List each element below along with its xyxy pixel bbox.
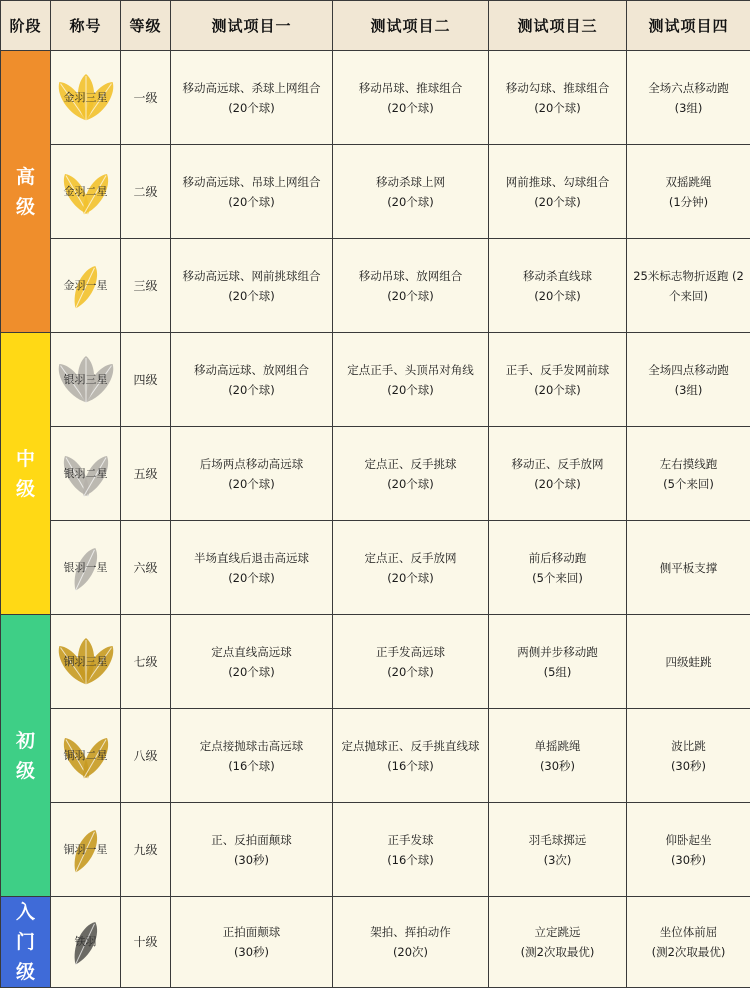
test-item-1-cell: [171, 897, 333, 988]
test-item-text: 全场四点移动跑 (3组): [644, 360, 733, 400]
stage-label: 高级: [15, 162, 37, 222]
test-item-text: 左右摸线跑 (5个来回): [656, 454, 722, 494]
title-label: 铜羽一星: [54, 840, 118, 860]
test-item-text: 25米标志物折返跑 (2个来回): [627, 266, 750, 306]
test-item-4-cell: [627, 521, 750, 615]
test-item-text: 前后移动跑 (5个来回): [525, 548, 591, 588]
title-label: 金羽一星: [54, 276, 118, 296]
title-label: 铁羽: [54, 932, 118, 952]
test-item-3-cell: [489, 521, 627, 615]
test-item-text: 定点接抛球击高远球 (16个球): [196, 736, 308, 776]
table-row: [1, 615, 750, 709]
grade-cell: 四级: [121, 333, 171, 427]
test-item-2-cell: [333, 333, 489, 427]
test-item-1-cell: [171, 709, 333, 803]
test-item-text: 移动高远球、杀球上网组合 (20个球): [179, 78, 325, 118]
test-item-text: 后场两点移动高远球 (20个球): [196, 454, 308, 494]
test-item-text: 移动高远球、网前挑球组合 (20个球): [179, 266, 325, 306]
test-item-text: 两侧并步移动跑 (5组): [513, 642, 602, 682]
title-label: 铜羽三星: [54, 652, 118, 672]
test-item-text: 定点抛球正、反手挑直线球 (16个球): [338, 736, 484, 776]
test-item-text: 移动杀球上网 (20个球): [372, 172, 449, 212]
grade-cell: 三级: [121, 239, 171, 333]
test-item-text: 移动高远球、放网组合 (20个球): [190, 360, 313, 400]
test-item-text: 四级蛙跳: [662, 652, 716, 672]
title-label: 银羽二星: [54, 464, 118, 484]
test-item-text: 正手、反手发网前球 (20个球): [502, 360, 614, 400]
title-cell: [51, 333, 121, 427]
stage-cell: [1, 615, 51, 897]
header-test-1: 测试项目一: [171, 1, 333, 51]
header-test-4: 测试项目四: [627, 1, 750, 51]
test-item-2-cell: [333, 51, 489, 145]
grade-cell: 二级: [121, 145, 171, 239]
test-item-text: 移动正、反手放网 (20个球): [508, 454, 608, 494]
test-item-text: 波比跳 (30秒): [667, 736, 710, 776]
test-item-4-cell: [627, 897, 750, 988]
test-item-text: 双摇跳绳 (1分钟): [662, 172, 716, 212]
test-item-text: 定点正、反手放网 (20个球): [361, 548, 461, 588]
test-item-1-cell: [171, 427, 333, 521]
test-item-text: 正拍面颠球 (30秒): [219, 922, 285, 962]
test-item-4-cell: [627, 709, 750, 803]
test-item-3-cell: [489, 51, 627, 145]
test-item-4-cell: [627, 427, 750, 521]
test-item-1-cell: [171, 239, 333, 333]
table-row: [1, 709, 750, 803]
test-item-text: 仰卧起坐 (30秒): [662, 830, 716, 870]
test-item-text: 架拍、挥拍动作 (20次): [366, 922, 455, 962]
table-row: [1, 51, 750, 145]
test-item-text: 移动杀直线球 (20个球): [519, 266, 596, 306]
test-item-2-cell: [333, 803, 489, 897]
test-item-text: 正手发球 (16个球): [383, 830, 438, 870]
test-item-text: 定点正手、头顶吊对角线 (20个球): [343, 360, 478, 400]
test-item-3-cell: [489, 145, 627, 239]
title-label: 银羽三星: [54, 370, 118, 390]
test-item-3-cell: [489, 333, 627, 427]
grade-cell: 五级: [121, 427, 171, 521]
test-item-2-cell: [333, 145, 489, 239]
test-item-4-cell: [627, 145, 750, 239]
test-item-text: 移动勾球、推球组合 (20个球): [502, 78, 614, 118]
test-item-1-cell: [171, 333, 333, 427]
test-item-3-cell: [489, 239, 627, 333]
title-cell: [51, 803, 121, 897]
title-cell: [51, 239, 121, 333]
title-label: 金羽三星: [54, 88, 118, 108]
test-item-2-cell: [333, 521, 489, 615]
test-item-2-cell: [333, 709, 489, 803]
test-item-2-cell: [333, 427, 489, 521]
test-item-text: 正、反拍面颠球 (30秒): [207, 830, 296, 870]
test-item-1-cell: [171, 615, 333, 709]
test-item-2-cell: [333, 615, 489, 709]
test-item-4-cell: [627, 615, 750, 709]
test-item-text: 移动吊球、推球组合 (20个球): [355, 78, 467, 118]
test-item-text: 网前推球、勾球组合 (20个球): [502, 172, 614, 212]
header-grade: 等级: [121, 1, 171, 51]
table-row: [1, 239, 750, 333]
test-item-text: 羽毛球掷远 (3次): [525, 830, 591, 870]
test-item-text: 正手发高远球 (20个球): [372, 642, 449, 682]
title-cell: [51, 427, 121, 521]
test-item-1-cell: [171, 521, 333, 615]
title-cell: [51, 897, 121, 988]
test-item-text: 定点直线高远球 (20个球): [207, 642, 296, 682]
header-title: 称号: [51, 1, 121, 51]
test-item-1-cell: [171, 145, 333, 239]
test-item-text: 定点正、反手挑球 (20个球): [361, 454, 461, 494]
grade-cell: 十级: [121, 897, 171, 988]
grade-cell: 八级: [121, 709, 171, 803]
test-item-3-cell: [489, 709, 627, 803]
test-item-text: 移动高远球、吊球上网组合 (20个球): [179, 172, 325, 212]
test-item-text: 坐位体前屈 (测2次取最优): [648, 922, 730, 962]
table-row: [1, 897, 750, 988]
title-cell: [51, 709, 121, 803]
header-row: [1, 1, 750, 51]
title-label: 金羽二星: [54, 182, 118, 202]
test-item-3-cell: [489, 803, 627, 897]
stage-cell: [1, 51, 51, 333]
title-cell: [51, 615, 121, 709]
title-cell: [51, 51, 121, 145]
table-row: [1, 145, 750, 239]
test-item-text: 侧平板支撑: [656, 558, 722, 578]
stage-label: 中级: [15, 444, 37, 504]
title-label: 银羽一星: [54, 558, 118, 578]
test-item-text: 全场六点移动跑 (3组): [644, 78, 733, 118]
test-item-1-cell: [171, 803, 333, 897]
header-test-2: 测试项目二: [333, 1, 489, 51]
title-cell: [51, 145, 121, 239]
header-stage: 阶段: [1, 1, 51, 51]
test-item-2-cell: [333, 239, 489, 333]
stage-cell: [1, 333, 51, 615]
test-item-4-cell: [627, 51, 750, 145]
table-row: [1, 333, 750, 427]
test-item-3-cell: [489, 427, 627, 521]
grade-cell: 六级: [121, 521, 171, 615]
test-item-text: 立定跳远 (测2次取最优): [517, 922, 599, 962]
stage-label: 入门级: [15, 897, 37, 987]
header-test-3: 测试项目三: [489, 1, 627, 51]
grade-cell: 一级: [121, 51, 171, 145]
test-item-3-cell: [489, 897, 627, 988]
grade-cell: 七级: [121, 615, 171, 709]
table-row: [1, 521, 750, 615]
grade-cell: 九级: [121, 803, 171, 897]
test-item-4-cell: [627, 333, 750, 427]
test-item-4-cell: [627, 803, 750, 897]
table-row: [1, 803, 750, 897]
table-row: [1, 427, 750, 521]
test-item-text: 移动吊球、放网组合 (20个球): [355, 266, 467, 306]
test-item-2-cell: [333, 897, 489, 988]
test-item-4-cell: [627, 239, 750, 333]
test-item-1-cell: [171, 51, 333, 145]
stage-label: 初级: [15, 726, 37, 786]
title-cell: [51, 521, 121, 615]
test-item-text: 半场直线后退击高远球 (20个球): [190, 548, 313, 588]
test-item-3-cell: [489, 615, 627, 709]
title-label: 铜羽二星: [54, 746, 118, 766]
stage-cell: [1, 897, 51, 988]
test-item-text: 单摇跳绳 (30秒): [531, 736, 585, 776]
